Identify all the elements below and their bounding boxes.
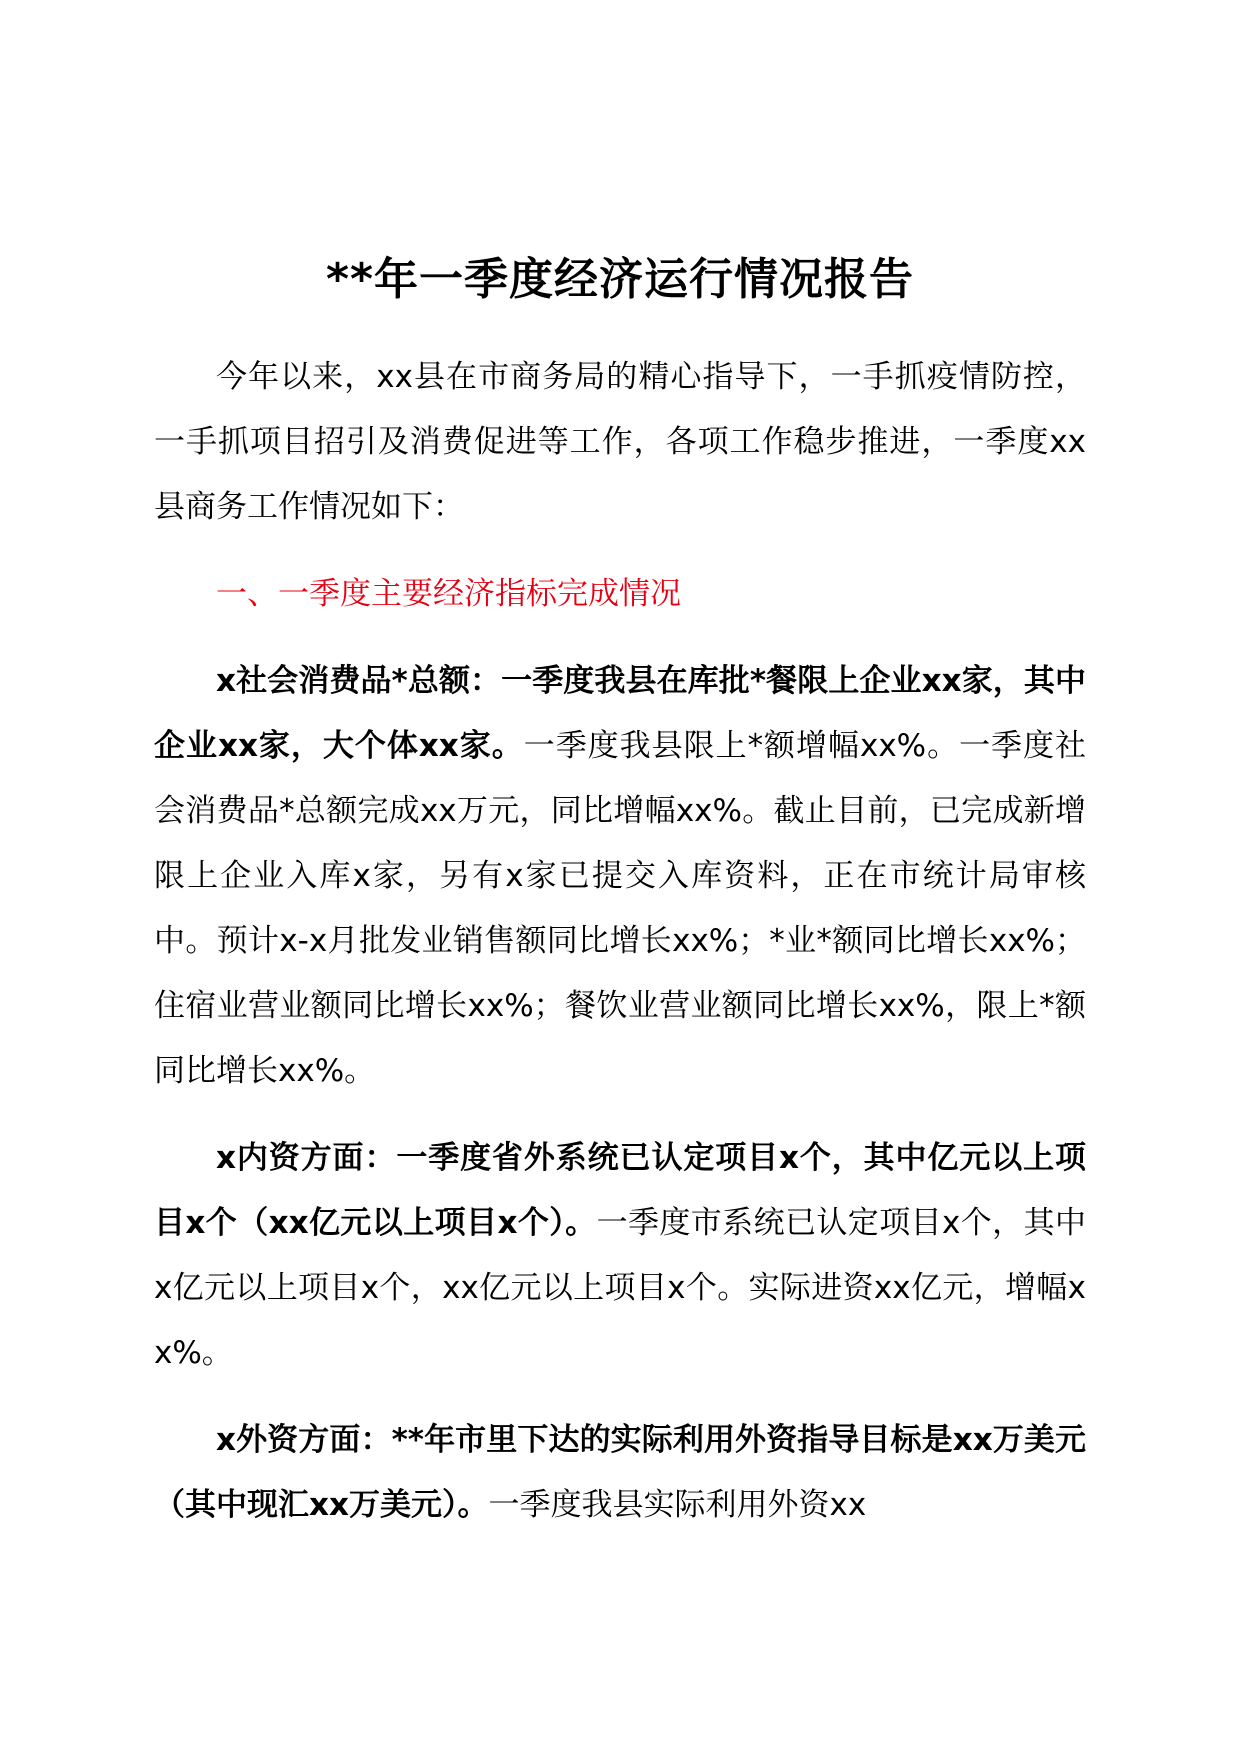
- intro-paragraph: 今年以来，xx县在市商务局的精心指导下，一手抓疫情防控，一手抓项目招引及消费促进等工作，各项工作稳步推进，一季度xx县商务工作情况如下：: [154, 359, 1086, 525]
- domestic-capital-lead: x内资方面：一季度省外系统已认定项目x个，其中亿元以上项目x个（xx亿元以上项目x个）。: [154, 1140, 1086, 1241]
- consumer-goods-text: 一季度我县限上*额增幅xx%。一季度社会消费品*总额完成xx万元，同比增幅xx%。截止目前，已完成新增限上企业入库x家，另有x家已提交入库资料，正在市统计局审核中。预计x-x月批发业销售额同比增长xx%；*业*额同比增长xx%；住宿业营业额同比增长xx%；餐饮业营业额同比增长xx%，限上*额同比增长xx%。: [154, 728, 1087, 1089]
- document-body: [154, 345, 1086, 1538]
- domestic-capital-text: 一季度市系统已认定项目x个，其中x亿元以上项目x个，xx亿元以上项目x个。实际进资xx亿元，增幅xx%。: [154, 1205, 1086, 1371]
- foreign-capital-text: 一季度我县实际利用外资xx: [488, 1487, 867, 1523]
- consumer-goods-lead: x社会消费品*总额：一季度我县在库批*餐限上企业xx家，其中企业xx家，大个体xx家。: [154, 663, 1086, 764]
- section-heading: 一、一季度主要经济指标完成情况: [216, 576, 681, 612]
- document-title: **年一季度经济运行情况报告: [325, 254, 915, 305]
- domestic-capital-paragraph: [154, 1126, 1086, 1386]
- foreign-capital-paragraph: [154, 1408, 1086, 1538]
- consumer-goods-paragraph: [154, 649, 1086, 1104]
- foreign-capital-lead: x外资方面：**年市里下达的实际利用外资指导目标是xx万美元（其中现汇xx万美元）。: [154, 1422, 1086, 1523]
